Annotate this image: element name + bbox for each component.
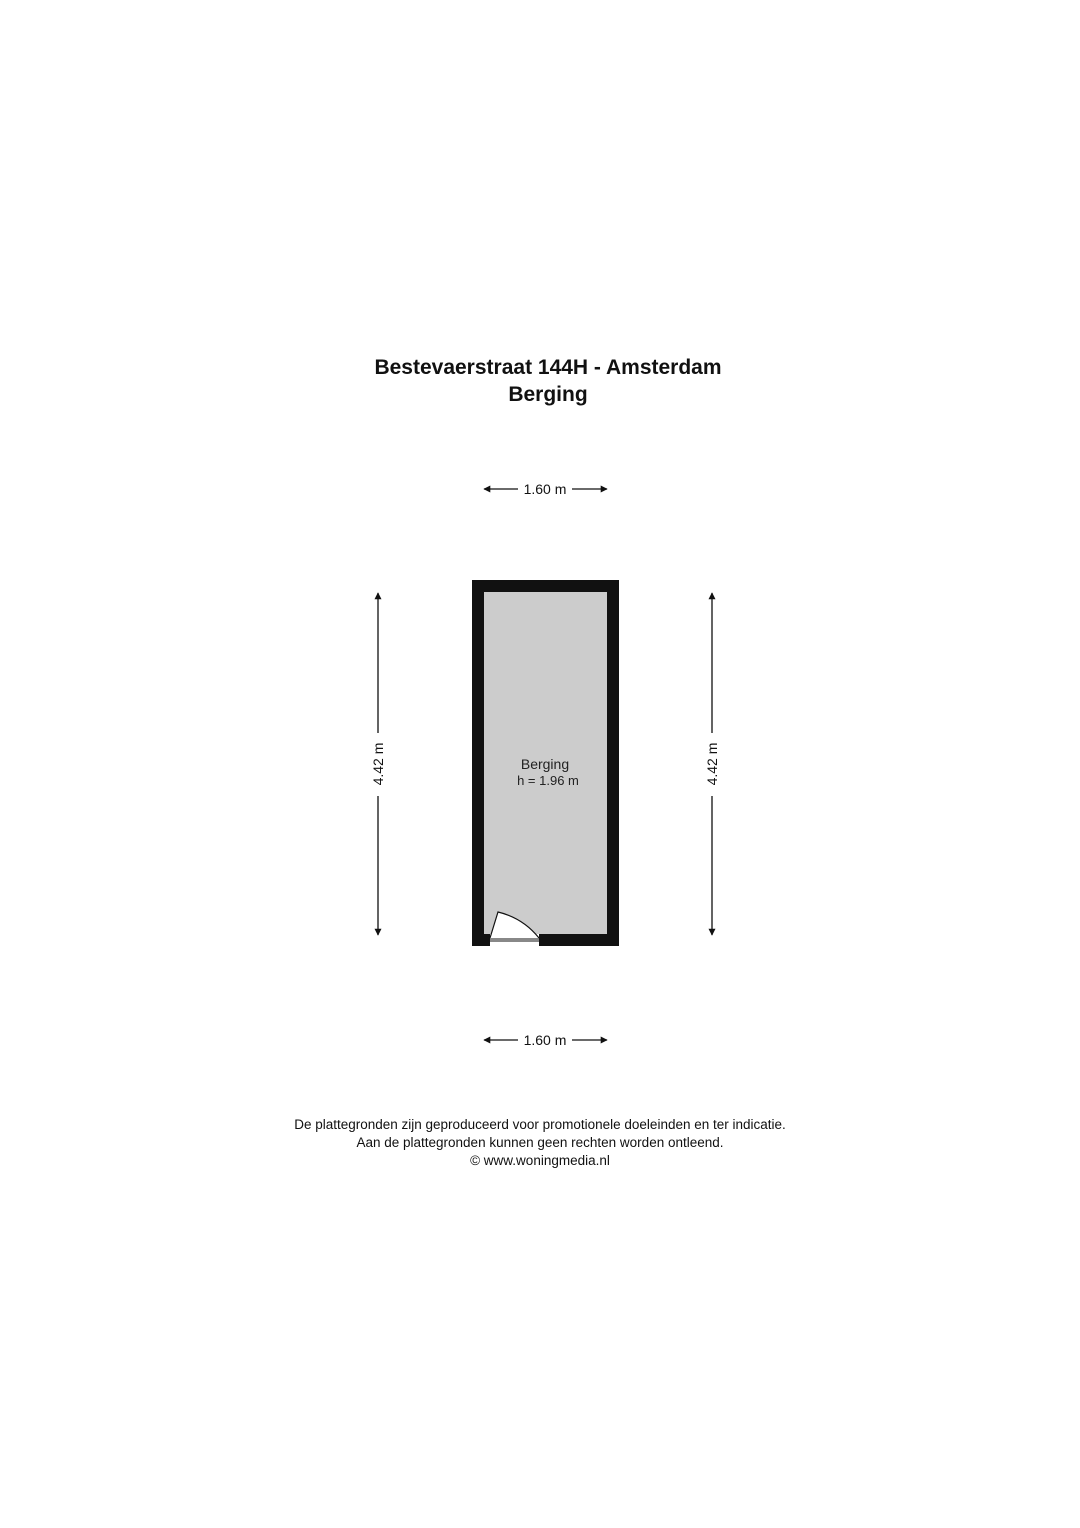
dimension-left-label: 4.42 m xyxy=(370,742,386,786)
dimension-right-label: 4.42 m xyxy=(704,742,720,786)
room-height-label: h = 1.96 m xyxy=(517,773,579,788)
dimension-bottom-width xyxy=(484,1032,607,1048)
room-name-label: Berging xyxy=(520,756,570,772)
room-berging xyxy=(472,580,619,946)
disclaimer-line-2: Aan de plattegronden kunnen geen rechten worden ontleend. xyxy=(356,1135,724,1150)
copyright-line: © www.woningmedia.nl xyxy=(470,1153,610,1168)
plan-address-title: Bestevaerstraat 144H - Amsterdam xyxy=(374,356,722,379)
plan-floor-title: Berging xyxy=(508,383,588,406)
door-threshold xyxy=(490,938,539,942)
dimension-bottom-label: 1.60 m xyxy=(523,1032,567,1048)
dimension-top-width xyxy=(484,481,607,497)
dimension-left-length xyxy=(370,593,386,935)
dimension-right-length xyxy=(704,593,720,935)
disclaimer-line-1: De plattegronden zijn geproduceerd voor promotionele doeleinden en ter indicatie. xyxy=(294,1117,786,1132)
dimension-top-label: 1.60 m xyxy=(523,481,567,497)
